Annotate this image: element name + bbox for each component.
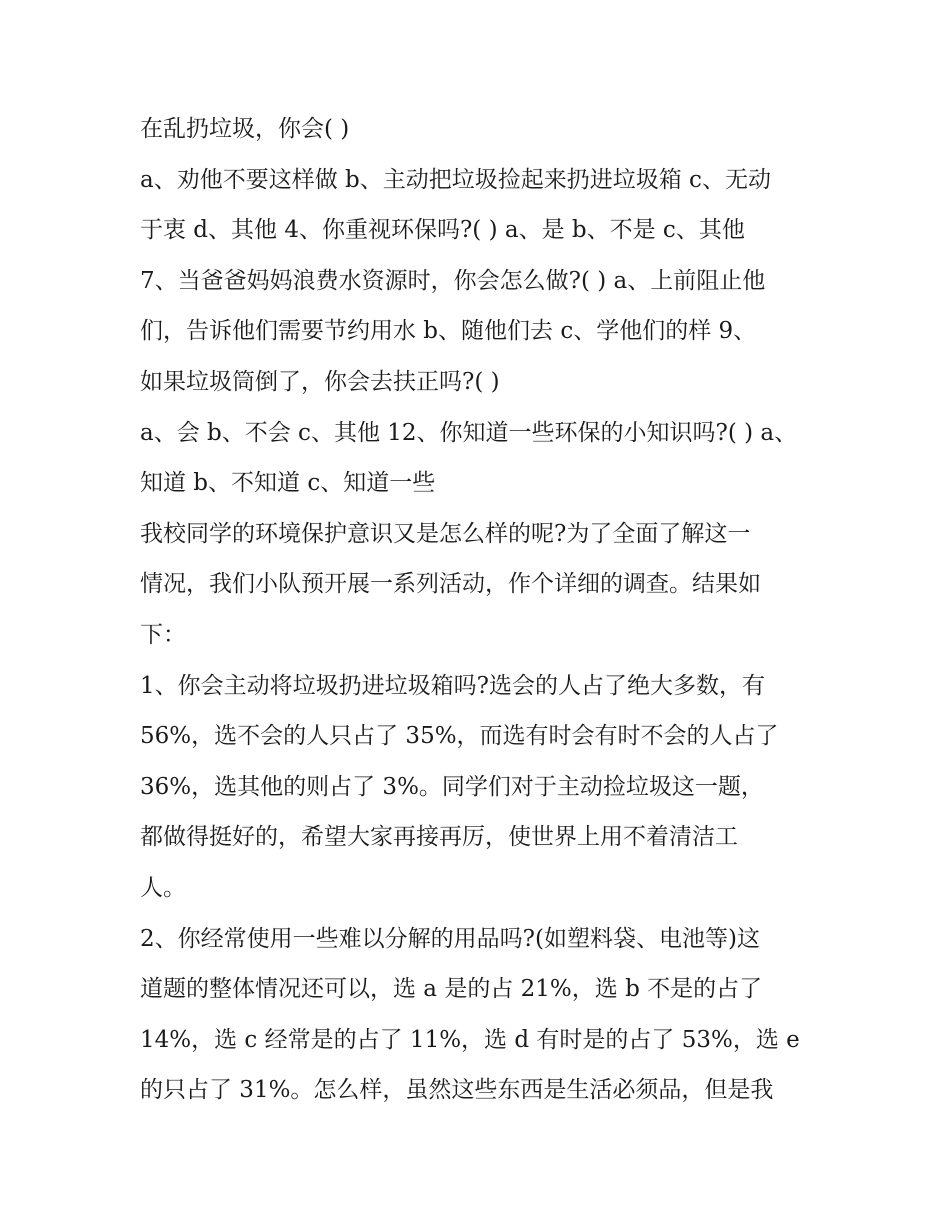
text-line: 们，告诉他们需要节约用水 b、随他们去 c、学他们的样 9、 xyxy=(140,318,757,345)
text-line: a、会 b、不会 c、其他 12、你知道一些环保的小知识吗?( ) a、 xyxy=(140,419,798,446)
text-line: 14%，选 c 经常是的占了 11%，选 d 有时是的占了 53%，选 e xyxy=(140,1026,800,1053)
text-line: 的只占了 31%。怎么样，虽然这些东西是生活必须品，但是我 xyxy=(140,1077,774,1104)
text-line: a、劝他不要这样做 b、主动把垃圾捡起来扔进垃圾箱 c、无动 xyxy=(140,166,771,193)
text-line: 都做得挺好的，希望大家再接再厉，使世界上用不着清洁工 xyxy=(140,824,738,851)
text-line: 在乱扔垃圾，你会( ) xyxy=(140,116,350,142)
text-line: 如果垃圾筒倒了，你会去扶正吗?( ) xyxy=(140,368,500,395)
text-line: 下： xyxy=(140,621,186,648)
text-line: 56%，选不会的人只占了 35%，而选有时会有时不会的人占了 xyxy=(140,723,779,750)
text-line: 我校同学的环境保护意识又是怎么样的呢?为了全面了解这一 xyxy=(140,520,751,547)
text-line: 7、当爸爸妈妈浪费水资源时，你会怎么做?( ) a、上前阻止他 xyxy=(140,267,766,294)
document-body xyxy=(140,104,820,1116)
text-line: 1、你会主动将垃圾扔进垃圾箱吗?选会的人占了绝大多数，有 xyxy=(140,672,765,699)
text-line: 知道 b、不知道 c、知道一些 xyxy=(140,470,436,497)
text-line: 2、你经常使用一些难以分解的用品吗?(如塑料袋、电池等)这 xyxy=(140,925,760,952)
text-line: 36%，选其他的则占了 3%。同学们对于主动捡垃圾这一题， xyxy=(140,773,764,800)
text-line: 人。 xyxy=(140,874,186,901)
text-line: 情况，我们小队预开展一系列活动，作个详细的调查。结果如 xyxy=(140,571,761,598)
text-line: 道题的整体情况还可以，选 a 是的占 21%，选 b 不是的占了 xyxy=(140,976,763,1003)
text-line: 于衷 d、其他 4、你重视环保吗?( ) a、是 b、不是 c、其他 xyxy=(140,217,745,244)
